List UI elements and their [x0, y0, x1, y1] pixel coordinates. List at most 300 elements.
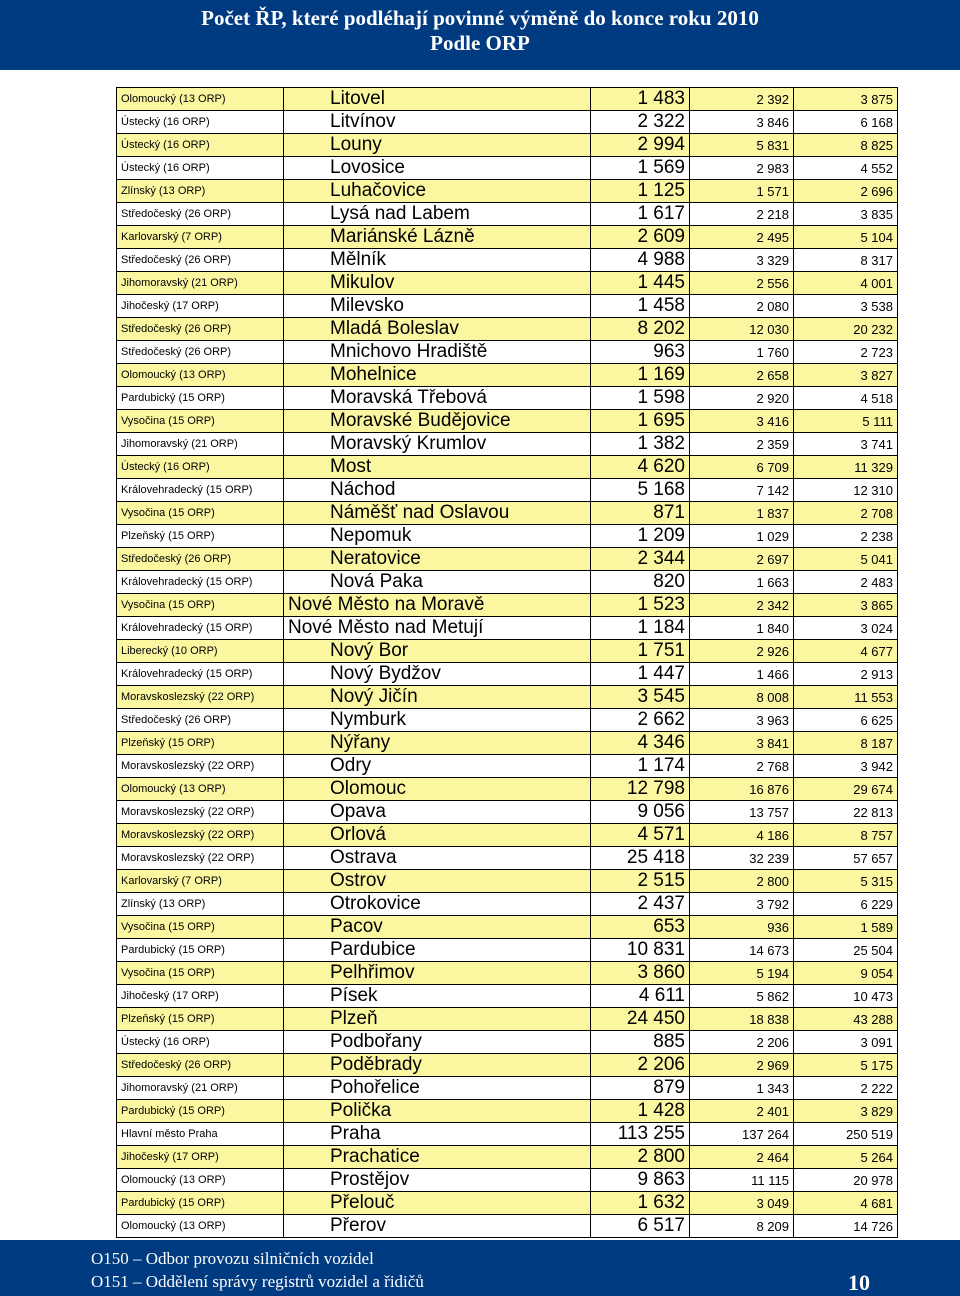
- value-cell-1: 4 988: [591, 249, 690, 272]
- table-row: [117, 939, 898, 962]
- value-cell-2: 1 466: [690, 663, 794, 686]
- table-row: [117, 456, 898, 479]
- value-cell-2: 2 697: [690, 548, 794, 571]
- town-name: Luhačovice: [330, 180, 427, 201]
- value-cell-2: 3 846: [690, 111, 794, 134]
- value-cell-1: 1 523: [591, 594, 690, 617]
- value-cell-3: 25 504: [794, 939, 898, 962]
- town-cell: [284, 134, 591, 157]
- table-row: [117, 1146, 898, 1169]
- town-cell: [284, 893, 591, 916]
- value-cell-1: 879: [591, 1077, 690, 1100]
- value-cell-1: 871: [591, 502, 690, 525]
- table-row: [117, 111, 898, 134]
- region-cell: Vysočina (15 ORP): [117, 502, 284, 525]
- table-row: [117, 88, 898, 111]
- region-cell: Vysočina (15 ORP): [117, 410, 284, 433]
- table-row: [117, 870, 898, 893]
- table-row: [117, 226, 898, 249]
- page-footer: [0, 1240, 960, 1296]
- town-name: Nové Město na Moravě: [288, 594, 485, 615]
- orp-table-body: [117, 88, 898, 1238]
- town-cell: [284, 870, 591, 893]
- town-name: Orlová: [330, 824, 386, 845]
- value-cell-3: 5 264: [794, 1146, 898, 1169]
- town-name: Praha: [330, 1123, 381, 1144]
- town-cell: [284, 433, 591, 456]
- town-name: Opava: [330, 801, 386, 822]
- town-cell: [284, 180, 591, 203]
- town-cell: [284, 755, 591, 778]
- town-name: Odry: [330, 755, 372, 776]
- value-cell-1: 1 458: [591, 295, 690, 318]
- value-cell-3: 2 238: [794, 525, 898, 548]
- table-row: [117, 479, 898, 502]
- town-cell: [284, 985, 591, 1008]
- table-row: [117, 1008, 898, 1031]
- value-cell-1: 5 168: [591, 479, 690, 502]
- value-cell-1: 1 598: [591, 387, 690, 410]
- town-name: Mohelnice: [330, 364, 417, 385]
- region-cell: Středočeský (26 ORP): [117, 318, 284, 341]
- value-cell-3: 8 187: [794, 732, 898, 755]
- region-cell: Karlovarský (7 ORP): [117, 226, 284, 249]
- value-cell-1: 1 445: [591, 272, 690, 295]
- value-cell-3: 6 229: [794, 893, 898, 916]
- value-cell-1: 1 617: [591, 203, 690, 226]
- value-cell-3: 5 175: [794, 1054, 898, 1077]
- value-cell-3: 57 657: [794, 847, 898, 870]
- table-row: [117, 1100, 898, 1123]
- town-cell: [284, 962, 591, 985]
- table-row: [117, 893, 898, 916]
- value-cell-3: 4 001: [794, 272, 898, 295]
- table-row: [117, 732, 898, 755]
- value-cell-2: 13 757: [690, 801, 794, 824]
- value-cell-1: 113 255: [591, 1123, 690, 1146]
- region-cell: Vysočina (15 ORP): [117, 962, 284, 985]
- town-name: Pacov: [330, 916, 383, 937]
- value-cell-1: 963: [591, 341, 690, 364]
- region-cell: Středočeský (26 ORP): [117, 203, 284, 226]
- town-name: Přerov: [330, 1215, 386, 1236]
- value-cell-2: 137 264: [690, 1123, 794, 1146]
- value-cell-2: 2 495: [690, 226, 794, 249]
- table-row: [117, 203, 898, 226]
- value-cell-3: 2 483: [794, 571, 898, 594]
- town-name: Mnichovo Hradiště: [330, 341, 488, 362]
- value-cell-2: 1 760: [690, 341, 794, 364]
- town-name: Nymburk: [330, 709, 407, 730]
- value-cell-2: 2 768: [690, 755, 794, 778]
- value-cell-2: 3 963: [690, 709, 794, 732]
- value-cell-2: 2 926: [690, 640, 794, 663]
- region-cell: Jihomoravský (21 ORP): [117, 272, 284, 295]
- value-cell-3: 2 222: [794, 1077, 898, 1100]
- value-cell-2: 3 841: [690, 732, 794, 755]
- town-name: Ostrava: [330, 847, 397, 868]
- value-cell-3: 11 553: [794, 686, 898, 709]
- table-row: [117, 640, 898, 663]
- value-cell-1: 1 174: [591, 755, 690, 778]
- value-cell-2: 1 840: [690, 617, 794, 640]
- town-cell: [284, 502, 591, 525]
- region-cell: Olomoucký (13 ORP): [117, 1215, 284, 1238]
- value-cell-1: 1 632: [591, 1192, 690, 1215]
- table-row: [117, 157, 898, 180]
- value-cell-1: 1 184: [591, 617, 690, 640]
- value-cell-2: 1 663: [690, 571, 794, 594]
- value-cell-2: 3 416: [690, 410, 794, 433]
- table-row: [117, 272, 898, 295]
- region-cell: Moravskoslezský (22 ORP): [117, 824, 284, 847]
- town-name: Nepomuk: [330, 525, 412, 546]
- town-cell: [284, 249, 591, 272]
- region-cell: Moravskoslezský (22 ORP): [117, 686, 284, 709]
- region-cell: Olomoucký (13 ORP): [117, 88, 284, 111]
- table-row: [117, 686, 898, 709]
- region-cell: Olomoucký (13 ORP): [117, 778, 284, 801]
- town-cell: [284, 479, 591, 502]
- town-name: Pohořelice: [330, 1077, 420, 1098]
- town-cell: [284, 1215, 591, 1238]
- town-cell: [284, 1077, 591, 1100]
- table-row: [117, 1192, 898, 1215]
- town-cell: [284, 111, 591, 134]
- region-cell: Hlavní město Praha: [117, 1123, 284, 1146]
- town-cell: [284, 663, 591, 686]
- region-cell: Vysočina (15 ORP): [117, 594, 284, 617]
- town-cell: [284, 1100, 591, 1123]
- town-name: Pelhřimov: [330, 962, 415, 983]
- value-cell-3: 3 024: [794, 617, 898, 640]
- value-cell-1: 6 517: [591, 1215, 690, 1238]
- town-cell: [284, 686, 591, 709]
- value-cell-3: 22 813: [794, 801, 898, 824]
- value-cell-2: 2 392: [690, 88, 794, 111]
- value-cell-2: 2 800: [690, 870, 794, 893]
- table-row: [117, 617, 898, 640]
- value-cell-2: 2 658: [690, 364, 794, 387]
- value-cell-2: 16 876: [690, 778, 794, 801]
- value-cell-1: 1 569: [591, 157, 690, 180]
- value-cell-3: 9 054: [794, 962, 898, 985]
- town-cell: [284, 364, 591, 387]
- table-row: [117, 318, 898, 341]
- table-row: [117, 709, 898, 732]
- town-name: Prachatice: [330, 1146, 420, 1167]
- region-cell: Zlínský (13 ORP): [117, 893, 284, 916]
- region-cell: Středočeský (26 ORP): [117, 341, 284, 364]
- region-cell: Karlovarský (7 ORP): [117, 870, 284, 893]
- region-cell: Středočeský (26 ORP): [117, 249, 284, 272]
- table-row: [117, 916, 898, 939]
- value-cell-2: 2 969: [690, 1054, 794, 1077]
- table-row: [117, 847, 898, 870]
- value-cell-2: 1 029: [690, 525, 794, 548]
- region-cell: Královehradecký (15 ORP): [117, 617, 284, 640]
- region-cell: Moravskoslezský (22 ORP): [117, 755, 284, 778]
- value-cell-1: 4 571: [591, 824, 690, 847]
- value-cell-3: 2 913: [794, 663, 898, 686]
- value-cell-1: 9 863: [591, 1169, 690, 1192]
- town-name: Poděbrady: [330, 1054, 422, 1075]
- table-row: [117, 824, 898, 847]
- value-cell-1: 2 800: [591, 1146, 690, 1169]
- value-cell-1: 2 437: [591, 893, 690, 916]
- town-cell: [284, 226, 591, 249]
- town-name: Litovel: [330, 88, 385, 109]
- value-cell-3: 2 696: [794, 180, 898, 203]
- value-cell-1: 4 346: [591, 732, 690, 755]
- table-row: [117, 364, 898, 387]
- value-cell-1: 1 751: [591, 640, 690, 663]
- town-name: Nový Bor: [330, 640, 409, 661]
- table-row: [117, 962, 898, 985]
- value-cell-2: 3 049: [690, 1192, 794, 1215]
- value-cell-3: 8 825: [794, 134, 898, 157]
- town-name: Podbořany: [330, 1031, 422, 1052]
- value-cell-3: 6 168: [794, 111, 898, 134]
- town-name: Přelouč: [330, 1192, 395, 1213]
- value-cell-2: 18 838: [690, 1008, 794, 1031]
- value-cell-1: 1 428: [591, 1100, 690, 1123]
- town-name: Moravské Budějovice: [330, 410, 511, 431]
- table-row: [117, 180, 898, 203]
- value-cell-1: 10 831: [591, 939, 690, 962]
- value-cell-1: 885: [591, 1031, 690, 1054]
- value-cell-2: 2 401: [690, 1100, 794, 1123]
- region-cell: Pardubický (15 ORP): [117, 387, 284, 410]
- value-cell-1: 4 620: [591, 456, 690, 479]
- value-cell-3: 3 538: [794, 295, 898, 318]
- town-cell: [284, 847, 591, 870]
- value-cell-1: 2 322: [591, 111, 690, 134]
- table-row: [117, 387, 898, 410]
- table-row: [117, 295, 898, 318]
- table-row: [117, 249, 898, 272]
- value-cell-1: 2 662: [591, 709, 690, 732]
- value-cell-3: 5 041: [794, 548, 898, 571]
- value-cell-1: 12 798: [591, 778, 690, 801]
- value-cell-2: 3 329: [690, 249, 794, 272]
- value-cell-2: 7 142: [690, 479, 794, 502]
- orp-table: [116, 87, 898, 1238]
- value-cell-1: 3 545: [591, 686, 690, 709]
- value-cell-3: 10 473: [794, 985, 898, 1008]
- table-row: [117, 985, 898, 1008]
- table-row: [117, 341, 898, 364]
- town-cell: [284, 157, 591, 180]
- region-cell: Ústecký (16 ORP): [117, 157, 284, 180]
- region-cell: Olomoucký (13 ORP): [117, 364, 284, 387]
- town-cell: [284, 916, 591, 939]
- region-cell: Plzeňský (15 ORP): [117, 525, 284, 548]
- value-cell-3: 6 625: [794, 709, 898, 732]
- town-name: Neratovice: [330, 548, 421, 569]
- town-name: Polička: [330, 1100, 392, 1121]
- town-cell: [284, 1054, 591, 1077]
- town-name: Náměšť nad Oslavou: [330, 502, 510, 523]
- value-cell-2: 5 862: [690, 985, 794, 1008]
- town-cell: [284, 387, 591, 410]
- value-cell-3: 3 827: [794, 364, 898, 387]
- value-cell-2: 12 030: [690, 318, 794, 341]
- value-cell-1: 1 169: [591, 364, 690, 387]
- value-cell-3: 8 757: [794, 824, 898, 847]
- value-cell-3: 5 104: [794, 226, 898, 249]
- town-name: Moravská Třebová: [330, 387, 487, 408]
- value-cell-3: 4 552: [794, 157, 898, 180]
- town-cell: [284, 594, 591, 617]
- value-cell-1: 2 994: [591, 134, 690, 157]
- town-name: Litvínov: [330, 111, 396, 132]
- value-cell-3: 20 978: [794, 1169, 898, 1192]
- town-cell: [284, 824, 591, 847]
- value-cell-3: 43 288: [794, 1008, 898, 1031]
- value-cell-2: 2 218: [690, 203, 794, 226]
- value-cell-2: 2 920: [690, 387, 794, 410]
- table-row: [117, 663, 898, 686]
- value-cell-3: 3 091: [794, 1031, 898, 1054]
- value-cell-2: 4 186: [690, 824, 794, 847]
- region-cell: Pardubický (15 ORP): [117, 1192, 284, 1215]
- value-cell-1: 3 860: [591, 962, 690, 985]
- region-cell: Jihočeský (17 ORP): [117, 295, 284, 318]
- value-cell-1: 1 382: [591, 433, 690, 456]
- town-name: Nový Jičín: [330, 686, 418, 707]
- page-number: 10: [848, 1270, 870, 1295]
- value-cell-1: 1 483: [591, 88, 690, 111]
- value-cell-3: 14 726: [794, 1215, 898, 1238]
- region-cell: Vysočina (15 ORP): [117, 916, 284, 939]
- town-cell: [284, 341, 591, 364]
- town-name: Plzeň: [330, 1008, 378, 1029]
- region-cell: Liberecký (10 ORP): [117, 640, 284, 663]
- region-cell: Pardubický (15 ORP): [117, 939, 284, 962]
- value-cell-3: 4 681: [794, 1192, 898, 1215]
- value-cell-1: 1 125: [591, 180, 690, 203]
- table-row: [117, 1215, 898, 1238]
- value-cell-2: 1 343: [690, 1077, 794, 1100]
- town-cell: [284, 203, 591, 226]
- town-name: Louny: [330, 134, 382, 155]
- region-cell: Ústecký (16 ORP): [117, 134, 284, 157]
- value-cell-1: 2 344: [591, 548, 690, 571]
- value-cell-2: 1 837: [690, 502, 794, 525]
- value-cell-3: 29 674: [794, 778, 898, 801]
- value-cell-3: 3 942: [794, 755, 898, 778]
- town-name: Mikulov: [330, 272, 395, 293]
- footer-line-2: O151 – Oddělení správy registrů vozidel a řidičů: [91, 1272, 424, 1291]
- value-cell-2: 6 709: [690, 456, 794, 479]
- value-cell-3: 4 677: [794, 640, 898, 663]
- town-name: Moravský Krumlov: [330, 433, 487, 454]
- value-cell-2: 11 115: [690, 1169, 794, 1192]
- value-cell-1: 4 611: [591, 985, 690, 1008]
- town-cell: [284, 88, 591, 111]
- region-cell: Jihomoravský (21 ORP): [117, 433, 284, 456]
- table-row: [117, 548, 898, 571]
- region-cell: Pardubický (15 ORP): [117, 1100, 284, 1123]
- region-cell: Jihočeský (17 ORP): [117, 985, 284, 1008]
- value-cell-1: 820: [591, 571, 690, 594]
- region-cell: Středočeský (26 ORP): [117, 1054, 284, 1077]
- region-cell: Ústecký (16 ORP): [117, 456, 284, 479]
- town-name: Lovosice: [330, 157, 405, 178]
- table-row: [117, 410, 898, 433]
- value-cell-2: 2 556: [690, 272, 794, 295]
- region-cell: Královehradecký (15 ORP): [117, 663, 284, 686]
- value-cell-3: 20 232: [794, 318, 898, 341]
- town-cell: [284, 456, 591, 479]
- town-cell: [284, 295, 591, 318]
- town-name: Pardubice: [330, 939, 416, 960]
- town-name: Náchod: [330, 479, 396, 500]
- value-cell-3: 8 317: [794, 249, 898, 272]
- value-cell-2: 2 359: [690, 433, 794, 456]
- value-cell-1: 2 206: [591, 1054, 690, 1077]
- value-cell-2: 2 206: [690, 1031, 794, 1054]
- value-cell-2: 2 342: [690, 594, 794, 617]
- town-name: Milevsko: [330, 295, 404, 316]
- town-cell: [284, 1192, 591, 1215]
- value-cell-3: 3 835: [794, 203, 898, 226]
- town-name: Písek: [330, 985, 378, 1006]
- value-cell-2: 14 673: [690, 939, 794, 962]
- region-cell: Královehradecký (15 ORP): [117, 571, 284, 594]
- value-cell-1: 1 209: [591, 525, 690, 548]
- value-cell-2: 5 194: [690, 962, 794, 985]
- table-row: [117, 594, 898, 617]
- page-title: Počet ŘP, které podléhají povinné výměně do konce roku 2010: [201, 6, 759, 30]
- value-cell-1: 1 447: [591, 663, 690, 686]
- value-cell-3: 12 310: [794, 479, 898, 502]
- table-row: [117, 433, 898, 456]
- value-cell-3: 3 875: [794, 88, 898, 111]
- value-cell-1: 24 450: [591, 1008, 690, 1031]
- region-cell: Plzeňský (15 ORP): [117, 732, 284, 755]
- value-cell-2: 2 983: [690, 157, 794, 180]
- town-name: Most: [330, 456, 372, 477]
- town-cell: [284, 1123, 591, 1146]
- region-cell: Ústecký (16 ORP): [117, 1031, 284, 1054]
- value-cell-2: 5 831: [690, 134, 794, 157]
- town-cell: [284, 1008, 591, 1031]
- table-row: [117, 778, 898, 801]
- region-cell: Středočeský (26 ORP): [117, 709, 284, 732]
- town-cell: [284, 778, 591, 801]
- table-row: [117, 801, 898, 824]
- value-cell-3: 1 589: [794, 916, 898, 939]
- region-cell: Plzeňský (15 ORP): [117, 1008, 284, 1031]
- value-cell-2: 2 464: [690, 1146, 794, 1169]
- town-name: Mariánské Lázně: [330, 226, 475, 247]
- table-row: [117, 134, 898, 157]
- value-cell-3: 4 518: [794, 387, 898, 410]
- town-cell: [284, 732, 591, 755]
- table-row: [117, 1031, 898, 1054]
- value-cell-1: 9 056: [591, 801, 690, 824]
- table-row: [117, 571, 898, 594]
- value-cell-3: 250 519: [794, 1123, 898, 1146]
- town-cell: [284, 571, 591, 594]
- town-cell: [284, 640, 591, 663]
- value-cell-3: 3 741: [794, 433, 898, 456]
- town-name: Lysá nad Labem: [330, 203, 470, 224]
- region-cell: Jihočeský (17 ORP): [117, 1146, 284, 1169]
- town-name: Nýřany: [330, 732, 391, 753]
